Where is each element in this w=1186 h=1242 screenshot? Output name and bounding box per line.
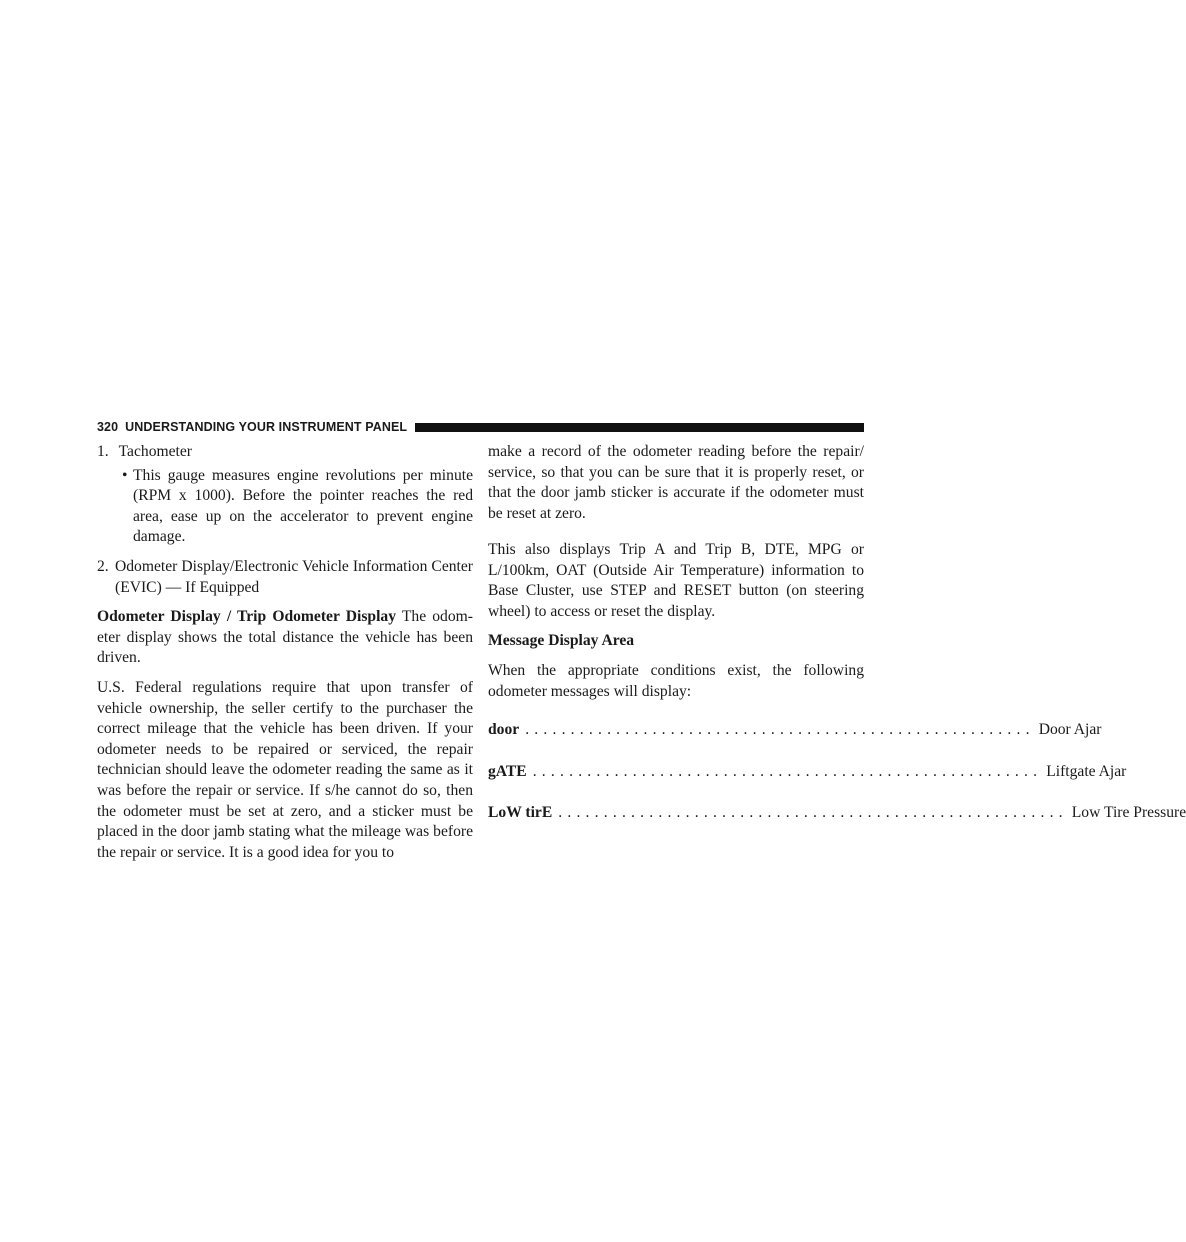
- continued-paragraph: make a record of the odometer reading before the repair/ service, so that you can be sure that it is properly reset, or that the door jamb sticker is accurate if the odometer must be reset at zero.: [488, 443, 864, 522]
- section-title: UNDERSTANDING YOUR INSTRUMENT PANEL: [125, 420, 408, 434]
- bullet-icon: •: [122, 466, 128, 484]
- trip-paragraph: This also displays Trip A and Trip B, DTE, MPG or L/100km, OAT (Outside Air Temperature) information to Base Cluster, use STEP and RESET button (on steering wheel) to access or reset the display.: [488, 540, 864, 620]
- odometer-text: The odometer display shows the total distance the vehicle has been driven.: [97, 608, 473, 667]
- left-column: [97, 442, 473, 863]
- dot-leader: ........................................................: [558, 804, 1068, 822]
- message-row-gate: [488, 762, 1127, 783]
- page-header: [97, 419, 864, 435]
- list-title: Tachometer: [118, 443, 192, 460]
- message-row-door: [488, 720, 1102, 741]
- message-row-low-tire: [488, 803, 1186, 824]
- dot-leader: ........................................................: [525, 721, 1035, 739]
- message-code: door: [488, 721, 520, 739]
- federal-paragraph: U.S. Federal regulations require that upon transfer of vehicle ownership, the seller certify to the purchaser the correct mileage that the vehicle has been driven. If your odometer needs to be repaired or serviced, the repair technician should leave the odometer reading the same as it was before the repair or service. If s/he cannot do so, then the odometer must be set at zero, and a sticker must be placed in the door jamb stating what the mileage was before the repair or service. It is a good idea for you to: [97, 678, 473, 861]
- list-number: 2.: [97, 557, 109, 575]
- message-meaning: Door Ajar: [1038, 721, 1102, 739]
- list-title: Odometer Display/Electronic Vehicle Information Center (EVIC) — If Equipped: [115, 557, 473, 596]
- message-meaning: Liftgate Ajar: [1046, 762, 1127, 780]
- page-number: 320: [97, 420, 119, 434]
- message-code: LoW tirE: [488, 804, 553, 822]
- bullet-text: This gauge measures engine revolutions per minute (RPM x 1000). Before the pointer reaches the red area, ease up on the accelerator to prevent engine damage.: [133, 466, 473, 546]
- message-intro: When the appropriate conditions exist, the following odometer messages will display:: [488, 661, 864, 700]
- message-code: gATE: [488, 762, 527, 780]
- message-heading: Message Display Area: [488, 632, 635, 650]
- header-rule: [415, 423, 864, 432]
- message-meaning: Low Tire Pressure: [1071, 804, 1186, 822]
- list-item-tachometer: [97, 442, 473, 463]
- odometer-heading: Odometer Display / Trip Odometer Display: [97, 608, 396, 626]
- odometer-paragraph: [97, 607, 473, 669]
- dot-leader: ........................................................: [532, 762, 1043, 780]
- list-number: 1.: [97, 443, 109, 460]
- message-list: [488, 720, 1186, 824]
- right-column: [488, 442, 1186, 824]
- list-item-odometer-evic: [97, 557, 473, 598]
- bullet-item: [122, 466, 473, 548]
